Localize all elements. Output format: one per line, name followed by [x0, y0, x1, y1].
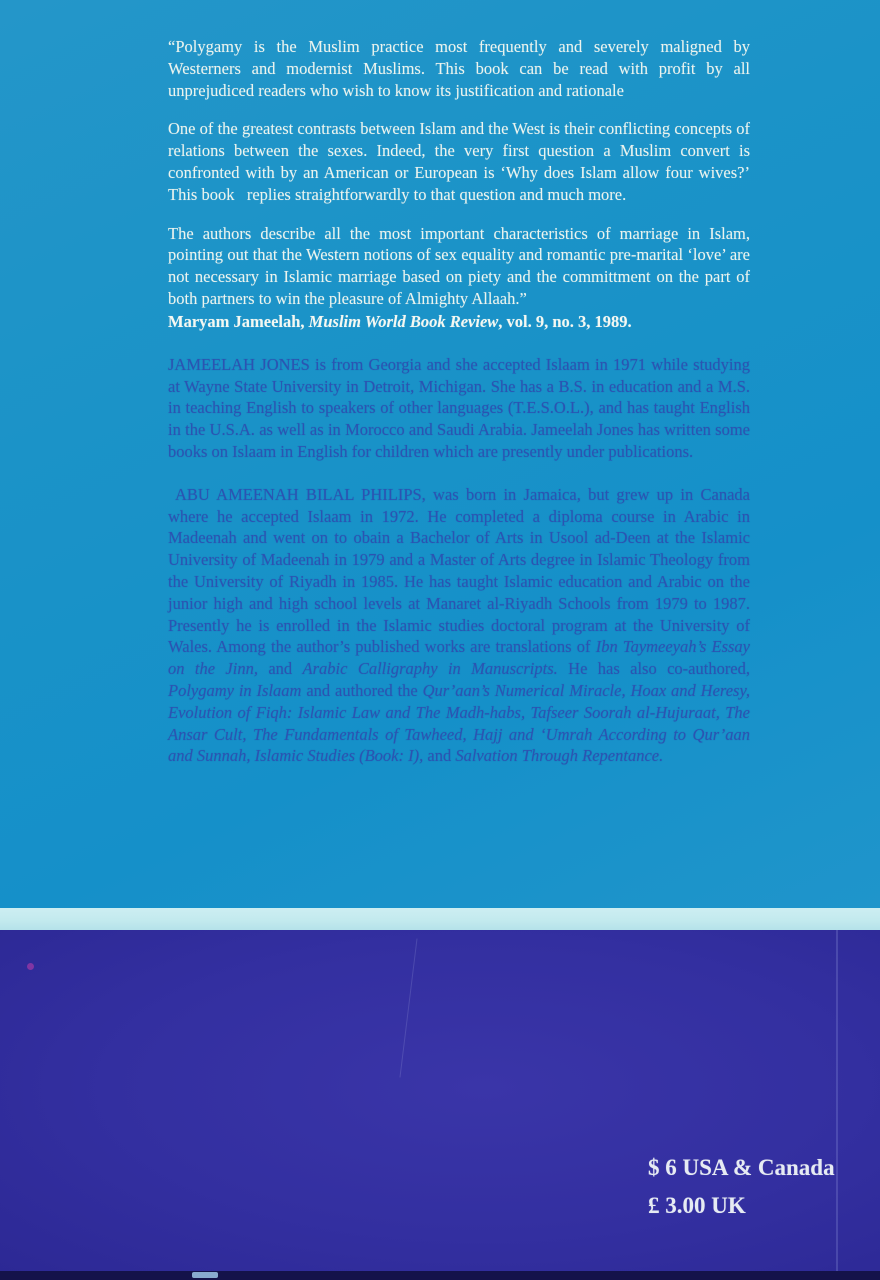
review-attribution: Maryam Jameelah, Muslim World Book Review, vol. 9, no. 3, 1989.: [168, 311, 632, 331]
review-paragraph-2: One of the greatest contrasts between Islam and the West is their conflicting concepts of relations between the sexes. Indeed, the very first question a Muslim convert is confronted with by an American or European is ‘Why does Islam allow four wives?’ This book replies straightforwardly to that question and much more.: [168, 119, 750, 204]
price-uk: £ 3.00 UK: [648, 1193, 746, 1218]
text-column: [168, 36, 750, 767]
price-usa-canada: $ 6 USA & Canada: [648, 1155, 835, 1180]
bottom-scan-edge: [0, 1271, 880, 1280]
bio-bilal-philips: ABU AMEENAH BILAL PHILIPS, was born in Jamaica, but grew up in Canada where he accepted Islaam in 1972. He completed a diploma course in Arabic in Madeenah and went on to obain a Bachelor of Arts in Usool ad-Deen at the Islamic University of Madeenah in 1979 and a Master of Arts degree in Islamic Theology from the University of Riyadh in 1985. He has taught Islamic education and Arabic on the junior high and high school levels at Manaret al-Riyadh Schools from 1979 to 1987. Presently he is enrolled in the Islamic studies doctoral program at the University of Wales. Among the author’s published works are translations of Ibn Taymeeyah’s Essay on the Jinn, and Arabic Calligraphy in Manuscripts. He has also co-authored, Polygamy in Islaam and authored the Qur’aan’s Numerical Miracle, Hoax and Heresy, Evolution of Fiqh: Islamic Law and The Madh-habs, Tafseer Soorah al-Hujuraat, The Ansar Cult, The Fundamentals of Tawheed, Hajj and ‘Umrah According to Qur’aan and Sunnah, Islamic Studies (Book: I), and Salvation Through Repentance.: [168, 484, 751, 766]
cover-crease-line: [836, 930, 838, 1280]
price-block: [648, 1149, 835, 1225]
review-paragraph-3: The authors describe all the most important characteristics of marriage in Islam, pointing out that the Western notions of sex equality and romantic pre-marital ‘love’ are not necessary in Islamic marriage based on piety and the committment on the part of both partners to win the pleasure of Almighty Allaah.”: [168, 223, 750, 308]
lower-panel: [0, 930, 880, 1280]
review-paragraph-1: “Polygamy is the Muslim practice most frequently and severely maligned by Westerners and modernist Muslims. This book can be read with profit by all unprejudiced readers who wish to know its justification and rationale: [168, 37, 750, 100]
print-dot: [27, 963, 34, 970]
bio-jameelah-jones: JAMEELAH JONES is from Georgia and she accepted Islaam in 1971 while studying at Wayne State University in Detroit, Michigan. She has a B.S. in education and a M.S. in teaching English to speakers of other languages (T.E.S.O.L.), and has taught English in the U.S.A. as well as in Morocco and Saudi Arabia. Jameelah Jones has written some books on Islaam in English for children which are presently under publications.: [168, 354, 750, 461]
bottom-edge-speck: [192, 1272, 218, 1278]
divider-band: [0, 908, 880, 930]
